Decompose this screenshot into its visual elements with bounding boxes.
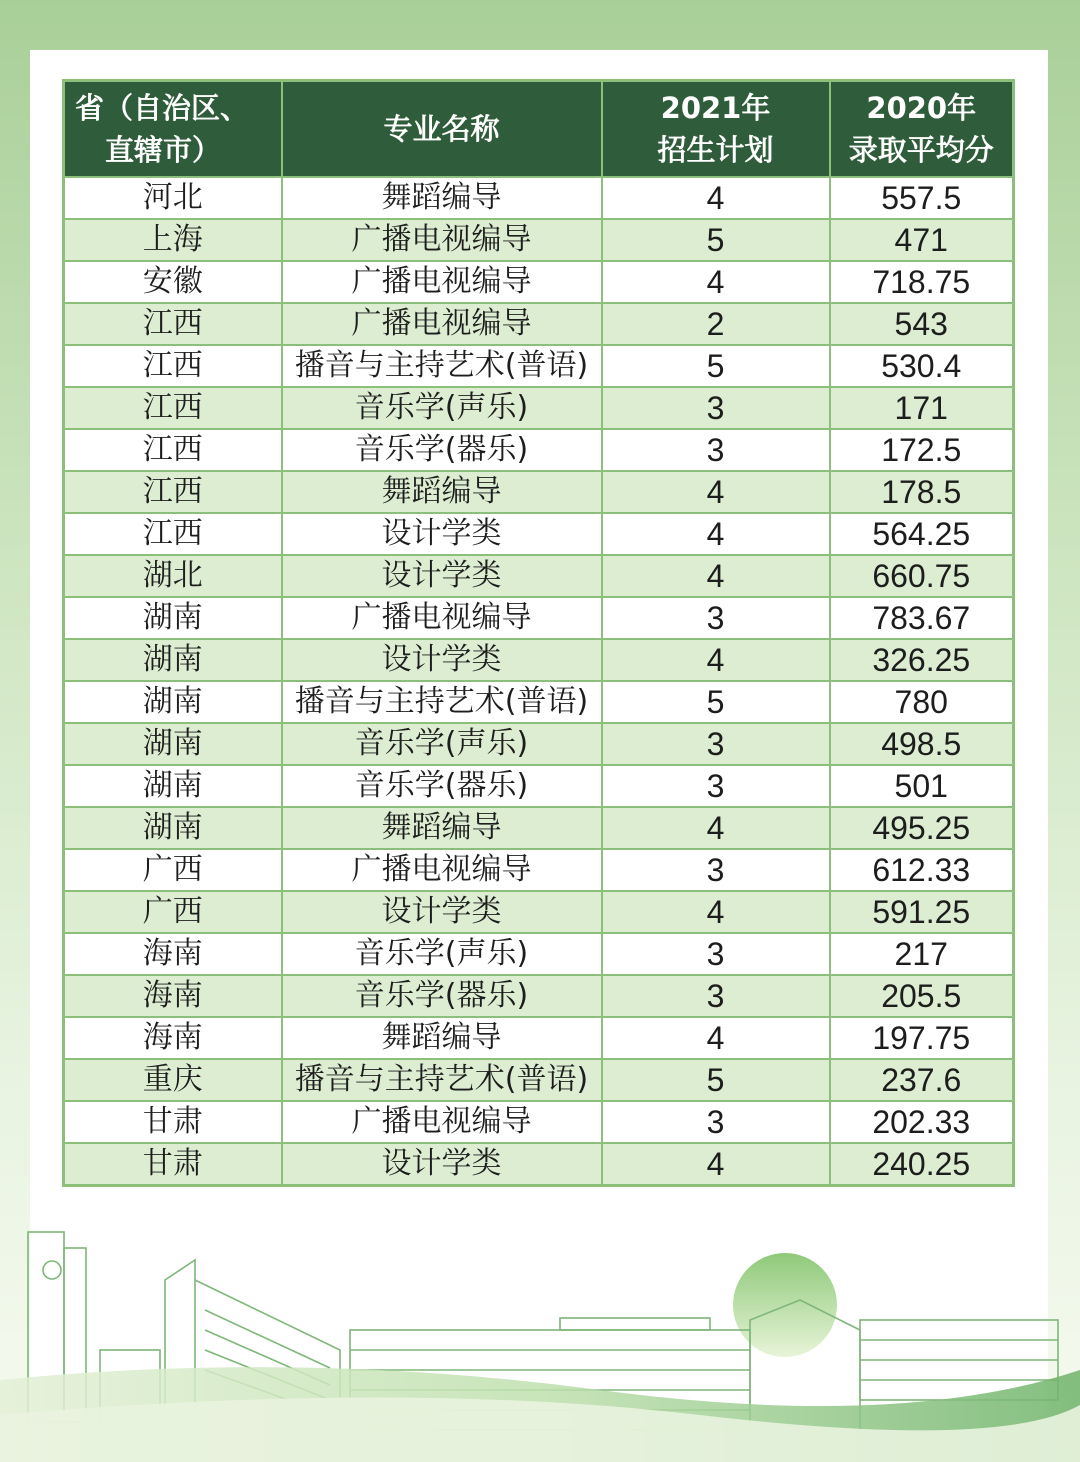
cell-score: 498.5 xyxy=(830,723,1014,765)
cell-province: 湖南 xyxy=(64,765,282,807)
cell-major: 设计学类 xyxy=(282,513,602,555)
cell-plan: 3 xyxy=(602,597,830,639)
cell-plan: 4 xyxy=(602,807,830,849)
cell-plan: 3 xyxy=(602,1101,830,1143)
cell-score: 660.75 xyxy=(830,555,1014,597)
cell-score: 237.6 xyxy=(830,1059,1014,1101)
cell-major: 设计学类 xyxy=(282,639,602,681)
cell-province: 江西 xyxy=(64,303,282,345)
cell-province: 安徽 xyxy=(64,261,282,303)
cell-plan: 3 xyxy=(602,849,830,891)
cell-major: 舞蹈编导 xyxy=(282,807,602,849)
cell-plan: 4 xyxy=(602,513,830,555)
cell-plan: 2 xyxy=(602,303,830,345)
table-row xyxy=(64,1059,1014,1101)
cell-province: 湖南 xyxy=(64,639,282,681)
cell-plan: 3 xyxy=(602,765,830,807)
cell-province: 湖南 xyxy=(64,681,282,723)
table-row xyxy=(64,387,1014,429)
header-score-2020: 2020年 录取平均分 xyxy=(830,81,1014,178)
cell-score: 205.5 xyxy=(830,975,1014,1017)
cell-score: 171 xyxy=(830,387,1014,429)
cell-plan: 3 xyxy=(602,933,830,975)
cell-score: 501 xyxy=(830,765,1014,807)
cell-plan: 5 xyxy=(602,219,830,261)
table-row xyxy=(64,807,1014,849)
cell-province: 重庆 xyxy=(64,1059,282,1101)
cell-score: 564.25 xyxy=(830,513,1014,555)
cell-province: 江西 xyxy=(64,387,282,429)
cell-score: 612.33 xyxy=(830,849,1014,891)
cell-province: 上海 xyxy=(64,219,282,261)
cell-major: 音乐学(声乐) xyxy=(282,933,602,975)
table-row xyxy=(64,177,1014,219)
cell-major: 广播电视编导 xyxy=(282,219,602,261)
table-row xyxy=(64,975,1014,1017)
header-province: 省（自治区、 直辖市） xyxy=(64,81,282,178)
table-row xyxy=(64,597,1014,639)
cell-major: 播音与主持艺术(普语) xyxy=(282,681,602,723)
cell-province: 广西 xyxy=(64,849,282,891)
cell-major: 广播电视编导 xyxy=(282,261,602,303)
table-row xyxy=(64,219,1014,261)
table-row xyxy=(64,429,1014,471)
cell-score: 543 xyxy=(830,303,1014,345)
cell-major: 广播电视编导 xyxy=(282,303,602,345)
cell-plan: 4 xyxy=(602,1017,830,1059)
cell-province: 海南 xyxy=(64,933,282,975)
cell-major: 设计学类 xyxy=(282,1143,602,1186)
cell-score: 326.25 xyxy=(830,639,1014,681)
cell-score: 557.5 xyxy=(830,177,1014,219)
table-row xyxy=(64,1143,1014,1186)
cell-score: 495.25 xyxy=(830,807,1014,849)
cell-score: 197.75 xyxy=(830,1017,1014,1059)
cell-score: 718.75 xyxy=(830,261,1014,303)
cell-major: 舞蹈编导 xyxy=(282,1017,602,1059)
table-row xyxy=(64,933,1014,975)
cell-major: 音乐学(器乐) xyxy=(282,765,602,807)
table-row xyxy=(64,555,1014,597)
cell-major: 音乐学(声乐) xyxy=(282,723,602,765)
cell-plan: 4 xyxy=(602,639,830,681)
cell-plan: 4 xyxy=(602,261,830,303)
cell-major: 设计学类 xyxy=(282,555,602,597)
table-row xyxy=(64,681,1014,723)
cell-score: 240.25 xyxy=(830,1143,1014,1186)
cell-major: 广播电视编导 xyxy=(282,1101,602,1143)
table-row xyxy=(64,765,1014,807)
table-row xyxy=(64,1101,1014,1143)
cell-plan: 3 xyxy=(602,975,830,1017)
cell-major: 音乐学(器乐) xyxy=(282,429,602,471)
admission-table-container xyxy=(62,79,1012,1187)
table-row xyxy=(64,303,1014,345)
cell-plan: 5 xyxy=(602,1059,830,1101)
cell-major: 音乐学(器乐) xyxy=(282,975,602,1017)
campus-scenery-illustration xyxy=(0,1200,1080,1462)
cell-plan: 4 xyxy=(602,471,830,513)
cell-province: 海南 xyxy=(64,1017,282,1059)
table-body xyxy=(64,177,1014,1186)
cell-province: 江西 xyxy=(64,345,282,387)
cell-score: 591.25 xyxy=(830,891,1014,933)
header-major: 专业名称 xyxy=(282,81,602,178)
cell-major: 播音与主持艺术(普语) xyxy=(282,345,602,387)
cell-plan: 4 xyxy=(602,891,830,933)
cell-major: 音乐学(声乐) xyxy=(282,387,602,429)
cell-plan: 3 xyxy=(602,723,830,765)
cell-score: 172.5 xyxy=(830,429,1014,471)
cell-score: 780 xyxy=(830,681,1014,723)
cell-province: 海南 xyxy=(64,975,282,1017)
cell-major: 舞蹈编导 xyxy=(282,471,602,513)
cell-plan: 5 xyxy=(602,345,830,387)
cell-plan: 4 xyxy=(602,555,830,597)
cell-plan: 4 xyxy=(602,177,830,219)
cell-plan: 3 xyxy=(602,429,830,471)
cell-plan: 5 xyxy=(602,681,830,723)
table-row xyxy=(64,513,1014,555)
cell-plan: 3 xyxy=(602,387,830,429)
table-row xyxy=(64,471,1014,513)
table-row xyxy=(64,723,1014,765)
cell-score: 217 xyxy=(830,933,1014,975)
cell-province: 江西 xyxy=(64,513,282,555)
cell-score: 178.5 xyxy=(830,471,1014,513)
cell-province: 河北 xyxy=(64,177,282,219)
table-row xyxy=(64,639,1014,681)
cell-major: 舞蹈编导 xyxy=(282,177,602,219)
table-row xyxy=(64,891,1014,933)
table-row xyxy=(64,1017,1014,1059)
cell-province: 江西 xyxy=(64,471,282,513)
cell-province: 甘肃 xyxy=(64,1143,282,1186)
cell-province: 广西 xyxy=(64,891,282,933)
cell-province: 甘肃 xyxy=(64,1101,282,1143)
cell-province: 湖南 xyxy=(64,597,282,639)
admission-table xyxy=(62,79,1015,1187)
header-plan-2021: 2021年 招生计划 xyxy=(602,81,830,178)
cell-score: 530.4 xyxy=(830,345,1014,387)
cell-province: 湖北 xyxy=(64,555,282,597)
table-row xyxy=(64,345,1014,387)
cell-province: 湖南 xyxy=(64,807,282,849)
cell-score: 471 xyxy=(830,219,1014,261)
table-header xyxy=(64,81,1014,178)
cell-score: 783.67 xyxy=(830,597,1014,639)
cell-province: 湖南 xyxy=(64,723,282,765)
table-row xyxy=(64,849,1014,891)
cell-major: 播音与主持艺术(普语) xyxy=(282,1059,602,1101)
table-row xyxy=(64,261,1014,303)
cell-province: 江西 xyxy=(64,429,282,471)
cell-major: 设计学类 xyxy=(282,891,602,933)
cell-plan: 4 xyxy=(602,1143,830,1186)
cell-major: 广播电视编导 xyxy=(282,597,602,639)
cell-score: 202.33 xyxy=(830,1101,1014,1143)
cell-major: 广播电视编导 xyxy=(282,849,602,891)
sun-shape xyxy=(733,1253,837,1357)
